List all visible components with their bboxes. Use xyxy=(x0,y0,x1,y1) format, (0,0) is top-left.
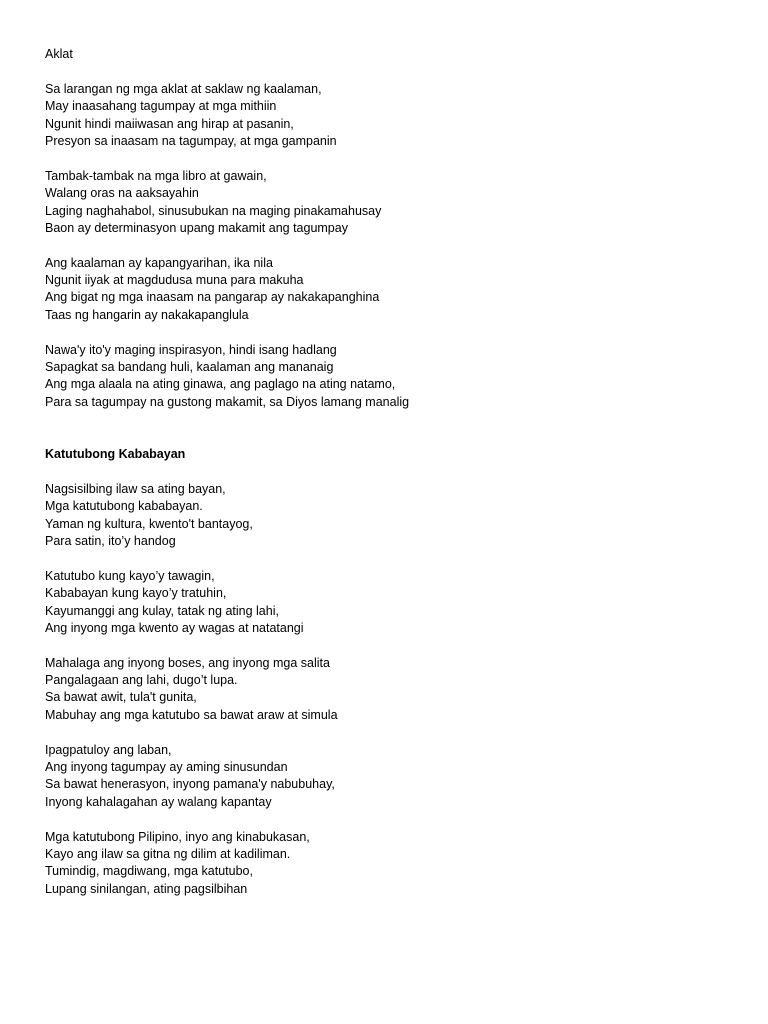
poem-line: Kayo ang ilaw sa gitna ng dilim at kadiliman. xyxy=(45,846,291,861)
stanza xyxy=(45,568,745,638)
poem-title: Katutubong Kababayan xyxy=(45,447,186,461)
poem-line: Mahalaga ang inyong boses, ang inyong mga salita xyxy=(45,655,330,670)
stanza xyxy=(45,255,745,325)
poem-line: Mga katutubong kababayan. xyxy=(45,499,203,514)
stanza xyxy=(45,742,745,812)
stanza xyxy=(45,481,745,551)
poem-line: Walang oras na aaksayahin xyxy=(45,186,199,201)
poem-line: Laging naghahabol, sinusubukan na maging pinakamahusay xyxy=(45,203,382,218)
poem-line: Inyong kahalagahan ay walang kapantay xyxy=(45,794,272,809)
poem-line: May inaasahang tagumpay at mga mithiin xyxy=(45,99,277,114)
poem-line: Ang mga alaala na ating ginawa, ang paglago na ating natamo, xyxy=(45,377,396,392)
poem-line: Ngunit iiyak at magdudusa muna para makuha xyxy=(45,273,304,288)
poem-line: Mabuhay ang mga katutubo sa bawat araw at simula xyxy=(45,707,338,722)
poem-line: Ipagpatuloy ang laban, xyxy=(45,742,172,757)
poem-line: Sa bawat henerasyon, inyong pamana'y nabubuhay, xyxy=(45,777,335,792)
poem-line: Taas ng hangarin ay nakakapanglula xyxy=(45,307,249,322)
poem-line: Para satin, ito’y handog xyxy=(45,533,176,548)
poem-line: Ang kaalaman ay kapangyarihan, ika nila xyxy=(45,255,273,270)
poem-line: Baon ay determinasyon upang makamit ang tagumpay xyxy=(45,220,348,235)
stanza xyxy=(45,829,745,899)
poem-line: Nagsisilbing ilaw sa ating bayan, xyxy=(45,481,226,496)
poem-line: Tambak-tambak na mga libro at gawain, xyxy=(45,168,267,183)
poem-line: Para sa tagumpay na gustong makamit, sa Diyos lamang manalig xyxy=(45,394,410,409)
stanza xyxy=(45,168,745,238)
poem-line: Katutubo kung kayo’y tawagin, xyxy=(45,568,215,583)
poem-line: Tumindig, magdiwang, mga katutubo, xyxy=(45,864,253,879)
poem-line: Ngunit hindi maiiwasan ang hirap at pasanin, xyxy=(45,116,294,131)
poem-line: Ang bigat ng mga inaasam na pangarap ay nakakapanghina xyxy=(45,290,380,305)
poem-line: Kababayan kung kayo’y tratuhin, xyxy=(45,586,227,601)
poem-line: Pangalagaan ang lahi, dugo’t lupa. xyxy=(45,673,238,688)
poem-title: Aklat xyxy=(45,47,73,61)
poem-line: Ang inyong tagumpay ay aming sinusundan xyxy=(45,760,288,775)
poem-line: Sa larangan ng mga aklat at saklaw ng kaalaman, xyxy=(45,81,322,96)
poem-line: Ang inyong mga kwento ay wagas at natatangi xyxy=(45,620,304,635)
stanza xyxy=(45,342,745,412)
poem-line: Sa bawat awit, tula't gunita, xyxy=(45,690,197,705)
stanza xyxy=(45,655,745,725)
poem-line: Presyon sa inaasam na tagumpay, at mga gampanin xyxy=(45,133,337,148)
poem-line: Mga katutubong Pilipino, inyo ang kinabukasan, xyxy=(45,829,310,844)
document-page xyxy=(45,0,745,898)
poem-line: Lupang sinilangan, ating pagsilbihan xyxy=(45,881,248,896)
stanza xyxy=(45,81,745,151)
poem-line: Yaman ng kultura, kwento't bantayog, xyxy=(45,516,253,531)
poem-line: Kayumanggi ang kulay, tatak ng ating lahi, xyxy=(45,603,279,618)
poem-line: Nawa'y ito'y maging inspirasyon, hindi isang hadlang xyxy=(45,342,337,357)
poem-line: Sapagkat sa bandang huli, kaalaman ang mananaig xyxy=(45,360,334,375)
